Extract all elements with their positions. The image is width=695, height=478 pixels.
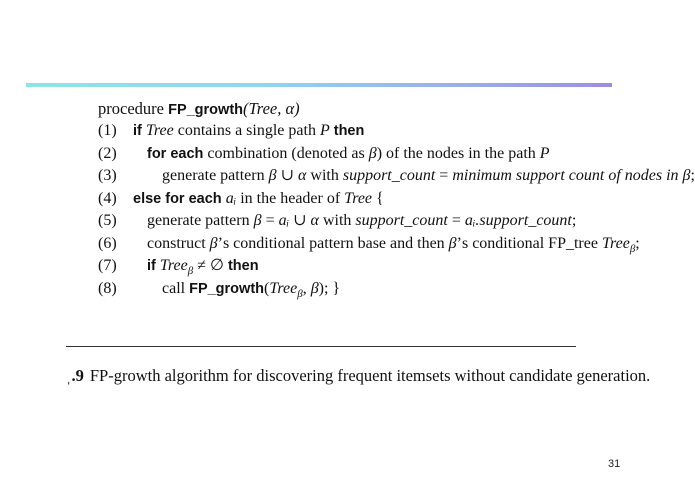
algorithm-line <box>98 233 640 256</box>
algorithm-line <box>98 255 618 278</box>
line-number: (3) <box>98 167 117 184</box>
code-segment: β <box>297 287 303 300</box>
algorithm-line <box>98 143 618 166</box>
code-segment: with <box>306 167 343 184</box>
code-segment: aᵢ.support_count <box>464 212 572 229</box>
code-segment: Tree <box>269 279 298 297</box>
code-segment: P <box>539 144 550 162</box>
code-segment: β <box>209 234 218 252</box>
code-segment: ≠ ∅ <box>193 257 228 274</box>
line-number: (1) <box>98 122 117 139</box>
code-segment: contains a single path <box>173 122 320 139</box>
code-segment: support_count <box>342 167 436 184</box>
line-code <box>133 120 364 143</box>
title-divider-line <box>26 83 612 87</box>
code-segment: ’s conditional FP_tree <box>456 234 602 252</box>
code-segment: Tree <box>601 234 630 252</box>
code-segment: = <box>261 212 279 229</box>
code-segment: for each <box>147 145 204 162</box>
line-code <box>162 165 695 188</box>
code-segment: α <box>297 167 307 184</box>
line-number: (4) <box>98 189 117 207</box>
algorithm-figure <box>98 98 695 300</box>
code-segment: generate pattern <box>147 212 254 229</box>
algorithm-line <box>98 120 618 143</box>
line-code <box>133 188 384 211</box>
code-segment: { <box>372 189 384 207</box>
code-segment: if <box>147 258 160 274</box>
procedure-signature <box>98 98 618 120</box>
algorithm-line <box>98 278 618 301</box>
code-segment: aᵢ <box>225 189 237 207</box>
code-segment: = <box>447 212 465 229</box>
code-segment: Tree <box>145 122 174 139</box>
algorithm-line <box>98 210 618 233</box>
code-segment: then <box>329 123 365 139</box>
figure-caption <box>66 366 650 386</box>
code-segment: ; <box>690 167 695 184</box>
code-segment: ; <box>571 212 577 229</box>
code-segment: Tree <box>344 189 373 207</box>
code-segment: ∪ <box>276 167 298 184</box>
code-segment: ( <box>264 279 270 297</box>
code-segment: β <box>629 242 636 255</box>
line-code <box>147 210 576 233</box>
line-number: (8) <box>98 279 117 297</box>
code-segment: else for each <box>133 190 226 207</box>
code-segment: minimum support count of nodes in β <box>452 167 691 184</box>
code-segment: generate pattern <box>162 167 269 184</box>
code-segment: β <box>268 167 277 184</box>
algorithm-line <box>98 188 618 211</box>
code-segment: α <box>310 212 319 229</box>
code-segment: construct <box>147 234 210 252</box>
line-number: (7) <box>98 257 117 274</box>
code-segment: ) of the nodes in the path <box>376 144 540 162</box>
code-segment: support_count <box>355 212 448 229</box>
algorithm-line <box>98 165 695 188</box>
code-segment: with <box>318 212 356 229</box>
code-segment: β <box>368 144 377 162</box>
code-segment: β <box>187 265 194 278</box>
code-segment: in the header of <box>236 189 345 207</box>
procedure-keyword: procedure <box>98 99 164 118</box>
line-number: (2) <box>98 144 117 162</box>
procedure-params: (Tree, α) <box>243 99 300 118</box>
figure-caption-text: FP-growth algorithm for discovering frequent itemsets without candidate generation. <box>89 366 651 385</box>
code-segment: ; <box>635 234 640 252</box>
code-segment: Tree <box>159 257 188 274</box>
code-segment: ’s conditional pattern base and then <box>217 234 449 252</box>
line-code <box>162 278 340 306</box>
slide-number: 31 <box>608 458 621 470</box>
figure-label: ˌ.9 <box>66 366 84 385</box>
code-segment: ); } <box>318 279 341 297</box>
line-code <box>147 143 550 166</box>
figure-bottom-rule <box>66 346 576 347</box>
code-segment: P <box>319 122 330 139</box>
code-segment: = <box>435 167 453 184</box>
code-segment: combination (denoted as <box>203 144 369 162</box>
procedure-name: FP_growth <box>168 102 244 118</box>
code-segment: β <box>253 212 262 229</box>
code-segment: , <box>302 279 311 297</box>
code-segment: then <box>227 258 259 274</box>
line-number: (6) <box>98 234 117 252</box>
line-number: (5) <box>98 212 117 229</box>
code-segment: FP_growth <box>189 280 265 297</box>
code-segment: call <box>162 279 190 297</box>
code-segment: β <box>310 279 319 297</box>
code-segment: β <box>448 234 457 252</box>
code-segment: ∪ <box>289 212 311 229</box>
algorithm-lines <box>98 120 695 300</box>
code-segment: aᵢ <box>278 212 290 229</box>
code-segment: if <box>133 123 146 139</box>
